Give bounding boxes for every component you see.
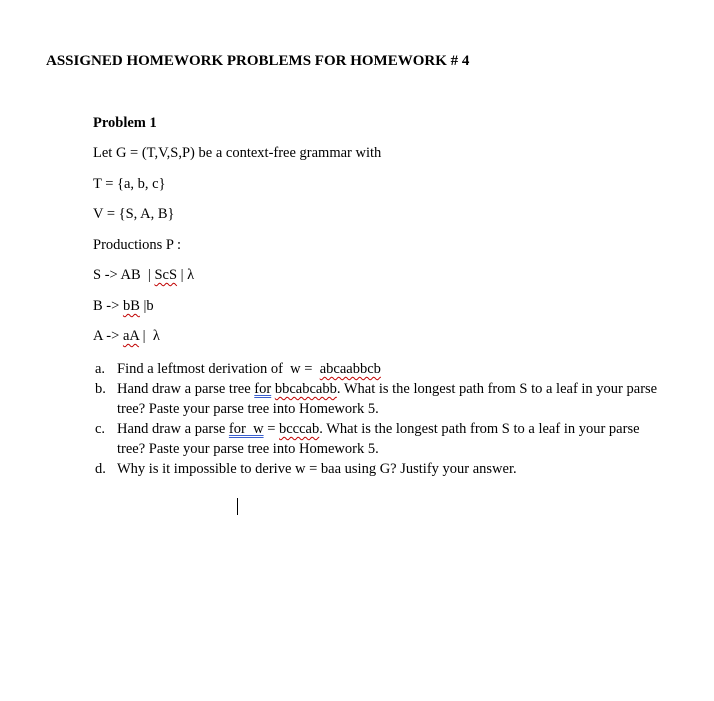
terminal-set: T = {a, b, c} bbox=[93, 176, 166, 192]
rule-a-prefix: A -> bbox=[93, 328, 123, 344]
production-rule-s bbox=[93, 267, 194, 284]
question-b-marker: b. bbox=[95, 381, 106, 397]
rule-b-suffix: |b bbox=[139, 298, 154, 314]
production-rule-a bbox=[93, 328, 160, 345]
question-list bbox=[93, 359, 663, 479]
text-cursor[interactable] bbox=[237, 498, 238, 515]
problem-heading: Problem 1 bbox=[93, 115, 157, 131]
question-b-word: bbcabcabb bbox=[274, 381, 337, 397]
question-c-word: bcccab bbox=[279, 421, 320, 437]
question-a-word: abcaabbcb bbox=[319, 361, 381, 377]
productions-label: Productions P : bbox=[93, 237, 182, 253]
question-c-marker: c. bbox=[95, 421, 106, 437]
rule-s-suffix: | λ bbox=[177, 267, 195, 283]
question-b bbox=[93, 379, 663, 419]
question-d bbox=[93, 459, 663, 479]
question-a-marker: a. bbox=[95, 361, 106, 377]
rule-a-aa: aA bbox=[122, 328, 140, 344]
question-c-eq: = bbox=[263, 421, 279, 437]
rule-b-bb: bB bbox=[122, 298, 140, 314]
question-c-for-w: for w bbox=[228, 421, 264, 437]
rule-s-prefix: S -> AB | bbox=[93, 267, 155, 283]
question-d-marker: d. bbox=[95, 461, 106, 477]
document-title: ASSIGNED HOMEWORK PROBLEMS FOR HOMEWORK # 4 bbox=[46, 53, 470, 69]
question-a-text: Find a leftmost derivation of w = bbox=[117, 361, 320, 377]
question-b-for: for bbox=[254, 381, 272, 397]
question-c-text-2: . What is the longest path from S to a leaf in your parse tree? Paste your parse tree into Homework 5. bbox=[117, 421, 640, 457]
question-b-text-1: Hand draw a parse tree bbox=[117, 381, 255, 397]
question-b-text-2: . What is the longest path from S to a leaf in your parse tree? Paste your parse tree into Homework 5. bbox=[117, 381, 658, 417]
question-d-text: Why is it impossible to derive w = baa using G? Justify your answer. bbox=[117, 461, 517, 477]
grammar-intro: Let G = (T,V,S,P) be a context-free grammar with bbox=[93, 145, 382, 161]
rule-b-prefix: B -> bbox=[93, 298, 123, 314]
question-c-text-1: Hand draw a parse bbox=[117, 421, 229, 437]
rule-a-suffix: | λ bbox=[139, 328, 160, 344]
production-rule-b bbox=[93, 298, 154, 315]
question-c bbox=[93, 419, 663, 459]
question-a bbox=[93, 359, 663, 379]
variable-set: V = {S, A, B} bbox=[93, 206, 175, 222]
rule-s-scs: ScS bbox=[154, 267, 178, 283]
